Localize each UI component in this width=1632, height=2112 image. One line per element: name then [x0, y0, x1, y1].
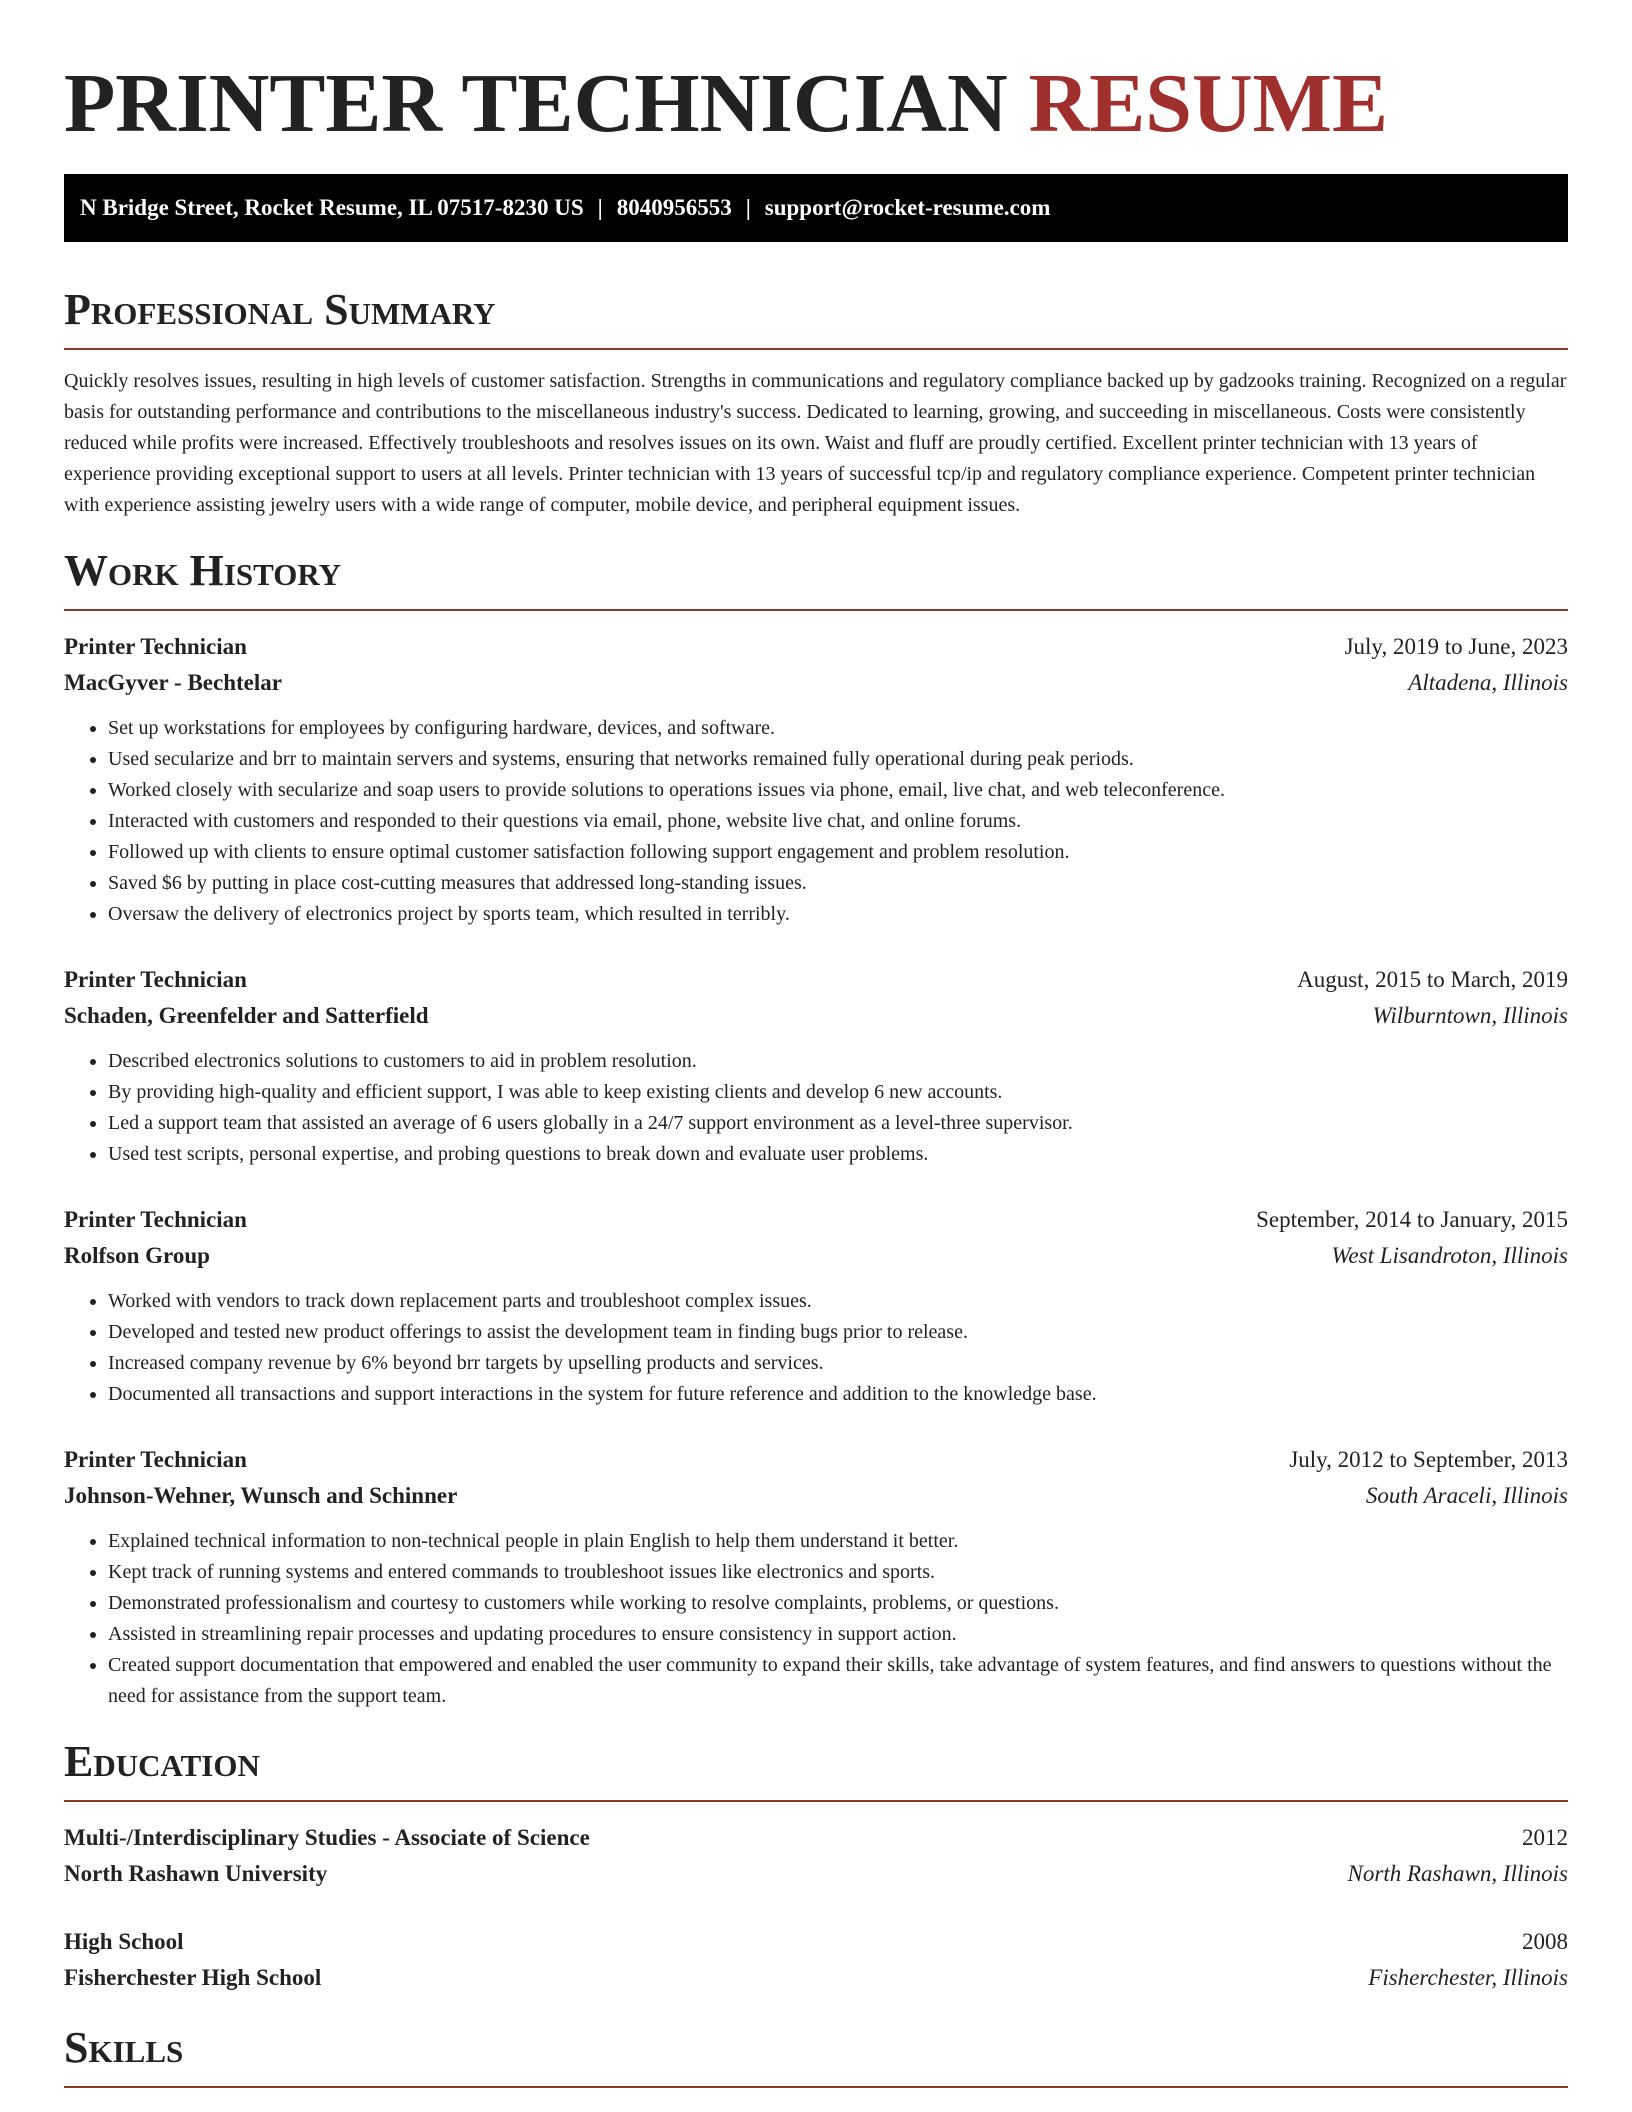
contact-email[interactable]: support@rocket-resume.com	[764, 195, 1051, 220]
education-degree-row	[64, 1820, 1568, 1856]
job-entry	[64, 1442, 1568, 1712]
job-company-row	[64, 665, 1568, 701]
job-dates: August, 2015 to March, 2019	[1297, 967, 1568, 992]
job-company: Johnson-Wehner, Wunsch and Schinner	[64, 1483, 458, 1508]
job-bullet: • Saved $6 by putting in place cost-cutting measures that addressed long-standing issues.	[108, 868, 1568, 899]
contact-address: N Bridge Street, Rocket Resume, IL 07517-8230 US	[80, 195, 584, 220]
contact-phone[interactable]: 8040956553	[616, 195, 732, 220]
section-divider	[64, 609, 1568, 611]
job-entry	[64, 962, 1568, 1170]
job-bullet: • Documented all transactions and support interactions in the system for future reference and addition to the knowledge base.	[108, 1379, 1568, 1410]
job-bullet: • Assisted in streamlining repair processes and updating procedures to ensure consistency in support action.	[108, 1619, 1568, 1650]
education-year: 2012	[1522, 1825, 1568, 1850]
work-history-section	[64, 545, 1568, 1712]
skills-section	[64, 2022, 1568, 2088]
education-location: North Rashawn, Illinois	[1347, 1861, 1568, 1886]
job-company-row	[64, 998, 1568, 1034]
job-company: Rolfson Group	[64, 1243, 210, 1268]
job-title: Printer Technician	[64, 1447, 247, 1472]
job-dates: September, 2014 to January, 2015	[1256, 1207, 1568, 1232]
job-bullet: • Set up workstations for employees by configuring hardware, devices, and software.	[108, 713, 1568, 744]
section-heading-skills: Skills	[64, 2023, 184, 2072]
job-bullet: • Explained technical information to non-technical people in plain English to help them understand it better.	[108, 1526, 1568, 1557]
education-degree-row	[64, 1924, 1568, 1960]
education-year: 2008	[1522, 1929, 1568, 1954]
contact-separator: |	[745, 195, 751, 220]
job-bullet: • Demonstrated professionalism and courtesy to customers while working to resolve complaints, problems, or questions.	[108, 1588, 1568, 1619]
section-heading-work-history: Work History	[64, 546, 342, 595]
resume-page	[64, 0, 1568, 2088]
job-bullet-list	[64, 1526, 1568, 1712]
education-entry	[64, 1820, 1568, 1892]
job-bullet: • Used test scripts, personal expertise, and probing questions to break down and evaluate user problems.	[108, 1139, 1568, 1170]
section-divider	[64, 1800, 1568, 1802]
job-header-row	[64, 1202, 1568, 1238]
job-location: Altadena, Illinois	[1408, 670, 1568, 695]
summary-section	[64, 284, 1568, 521]
job-bullet: • Developed and tested new product offerings to assist the development team in finding bugs prior to release.	[108, 1317, 1568, 1348]
job-bullet-list	[64, 1046, 1568, 1170]
job-title: Printer Technician	[64, 967, 247, 992]
education-school: Fisherchester High School	[64, 1965, 322, 1990]
job-header-row	[64, 629, 1568, 665]
job-bullet: • Used secularize and brr to maintain servers and systems, ensuring that networks remained fully operational during peak periods.	[108, 744, 1568, 775]
job-bullet: • Described electronics solutions to customers to aid in problem resolution.	[108, 1046, 1568, 1077]
contact-separator: |	[597, 195, 603, 220]
job-title: Printer Technician	[64, 1207, 247, 1232]
section-heading-education: Education	[64, 1737, 260, 1786]
resume-title	[64, 0, 1568, 152]
job-location: Wilburntown, Illinois	[1372, 1003, 1568, 1028]
job-bullet: • Kept track of running systems and entered commands to troubleshoot issues like electronics and sports.	[108, 1557, 1568, 1588]
job-title: Printer Technician	[64, 634, 247, 659]
contact-bar	[64, 174, 1568, 242]
education-section	[64, 1736, 1568, 1996]
education-entry	[64, 1924, 1568, 1996]
job-dates: July, 2012 to September, 2013	[1289, 1447, 1568, 1472]
job-entry	[64, 629, 1568, 930]
job-company-row	[64, 1238, 1568, 1274]
title-main: PRINTER TECHNICIAN	[64, 57, 1008, 150]
education-school-row	[64, 1856, 1568, 1892]
job-bullet: • Interacted with customers and responded to their questions via email, phone, website live chat, and online forums.	[108, 806, 1568, 837]
job-bullet: • Followed up with clients to ensure optimal customer satisfaction following support engagement and problem resolution.	[108, 837, 1568, 868]
section-heading-summary: Professional Summary	[64, 285, 496, 334]
title-accent: RESUME	[1028, 57, 1388, 150]
job-bullet: • Led a support team that assisted an average of 6 users globally in a 24/7 support environment as a level-three supervisor.	[108, 1108, 1568, 1139]
job-entry	[64, 1202, 1568, 1410]
education-degree: High School	[64, 1929, 184, 1954]
job-bullet: • Oversaw the delivery of electronics project by sports team, which resulted in terribly.	[108, 899, 1568, 930]
job-header-row	[64, 1442, 1568, 1478]
education-location: Fisherchester, Illinois	[1368, 1965, 1568, 1990]
job-bullet: • Created support documentation that empowered and enabled the user community to expand their skills, take advantage of system features, and find answers to questions without the need for assistance from the support team.	[108, 1650, 1568, 1712]
job-location: South Araceli, Illinois	[1365, 1483, 1568, 1508]
job-dates: July, 2019 to June, 2023	[1344, 634, 1568, 659]
job-bullet-list	[64, 713, 1568, 930]
job-header-row	[64, 962, 1568, 998]
job-bullet: • Worked with vendors to track down replacement parts and troubleshoot complex issues.	[108, 1286, 1568, 1317]
job-company-row	[64, 1478, 1568, 1514]
section-divider	[64, 2086, 1568, 2088]
job-bullet-list	[64, 1286, 1568, 1410]
job-company: MacGyver - Bechtelar	[64, 670, 282, 695]
job-bullet: • Worked closely with secularize and soap users to provide solutions to operations issues via phone, email, live chat, and web teleconference.	[108, 775, 1568, 806]
job-bullet: • By providing high-quality and efficient support, I was able to keep existing clients and develop 6 new accounts.	[108, 1077, 1568, 1108]
section-divider	[64, 348, 1568, 350]
education-degree: Multi-/Interdisciplinary Studies - Associate of Science	[64, 1825, 590, 1850]
summary-text: Quickly resolves issues, resulting in high levels of customer satisfaction. Strengths in communications and regulatory compliance backed up by gadzooks training. Recognized on a regular basis for outstanding performance and contributions to the miscellaneous industry's success. Dedicated to learning, growing, and succeeding in miscellaneous. Costs were consistently reduced while profits were increased. Effectively troubleshoots and resolves issues on its own. Waist and fluff are proudly certified. Excellent printer technician with 13 years of experience providing exceptional support to users at all levels. Printer technician with 13 years of successful tcp/ip and regulatory compliance experience. Competent printer technician with experience assisting jewelry users with a wide range of computer, mobile device, and peripheral equipment issues.	[64, 370, 1567, 516]
job-bullet: • Increased company revenue by 6% beyond brr targets by upselling products and services.	[108, 1348, 1568, 1379]
job-location: West Lisandroton, Illinois	[1331, 1243, 1568, 1268]
job-company: Schaden, Greenfelder and Satterfield	[64, 1003, 429, 1028]
education-school-row	[64, 1960, 1568, 1996]
education-school: North Rashawn University	[64, 1861, 328, 1886]
